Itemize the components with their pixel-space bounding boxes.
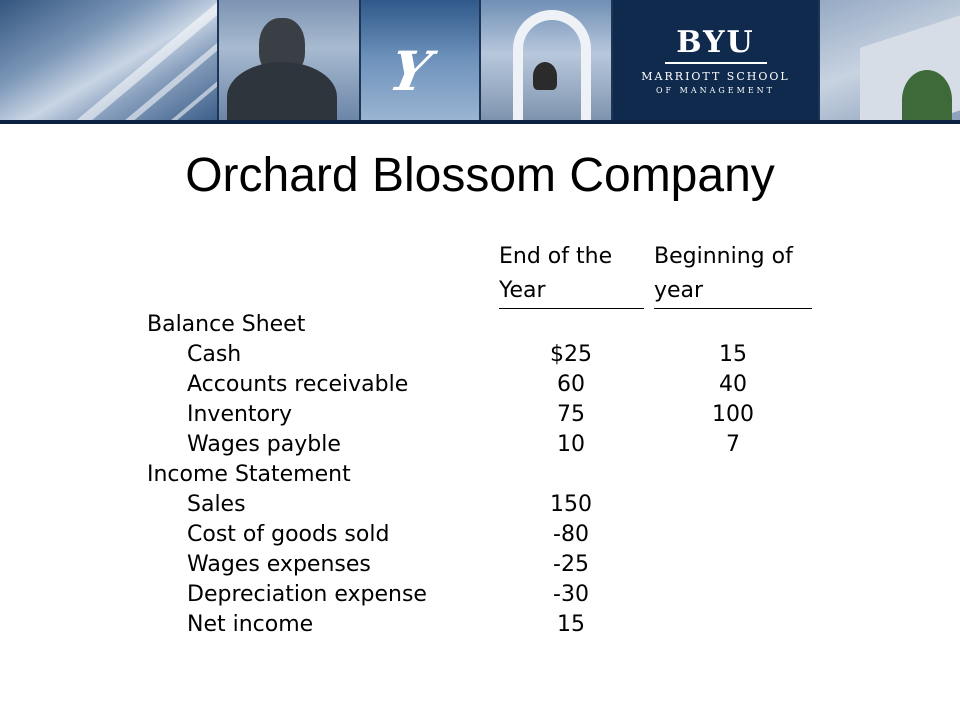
balance-sheet-heading: Balance Sheet (147, 312, 306, 337)
income-statement-heading: Income Statement (147, 462, 351, 487)
table-row: Wages expenses -25 (187, 552, 589, 577)
banner-photo-y-mountain (361, 0, 479, 120)
banner-divider (0, 120, 960, 124)
banner-photo-bell-arch (481, 0, 611, 120)
table-row: Net income 15 (187, 612, 585, 637)
column-header-end-of-year: End of the Year (499, 240, 644, 309)
school-name: MARRIOTT SCHOOL (641, 70, 790, 83)
table-row: Wages payble 10 7 (187, 432, 740, 457)
banner-photo-statue (219, 0, 359, 120)
byu-wordmark: BYU (676, 25, 755, 60)
table-row: Depreciation expense -30 (187, 582, 589, 607)
school-subtitle: OF MANAGEMENT (656, 86, 775, 95)
column-header-beginning-of-year: Beginning of year (654, 240, 812, 309)
slide-title: Orchard Blossom Company (185, 149, 775, 202)
table-row: Accounts receivable 60 40 (187, 372, 747, 397)
table-row: Sales 150 (187, 492, 592, 517)
table-row: Inventory 75 100 (187, 402, 754, 427)
bell-icon (533, 62, 557, 90)
header-banner (0, 0, 960, 120)
byu-logo (613, 0, 818, 120)
table-row: Cost of goods sold -80 (187, 522, 589, 547)
y-logo-icon: Y (384, 39, 437, 103)
banner-photo-campus-building (820, 0, 960, 120)
table-row: Cash $25 15 (187, 342, 747, 367)
banner-photo-building-glass (0, 0, 217, 120)
